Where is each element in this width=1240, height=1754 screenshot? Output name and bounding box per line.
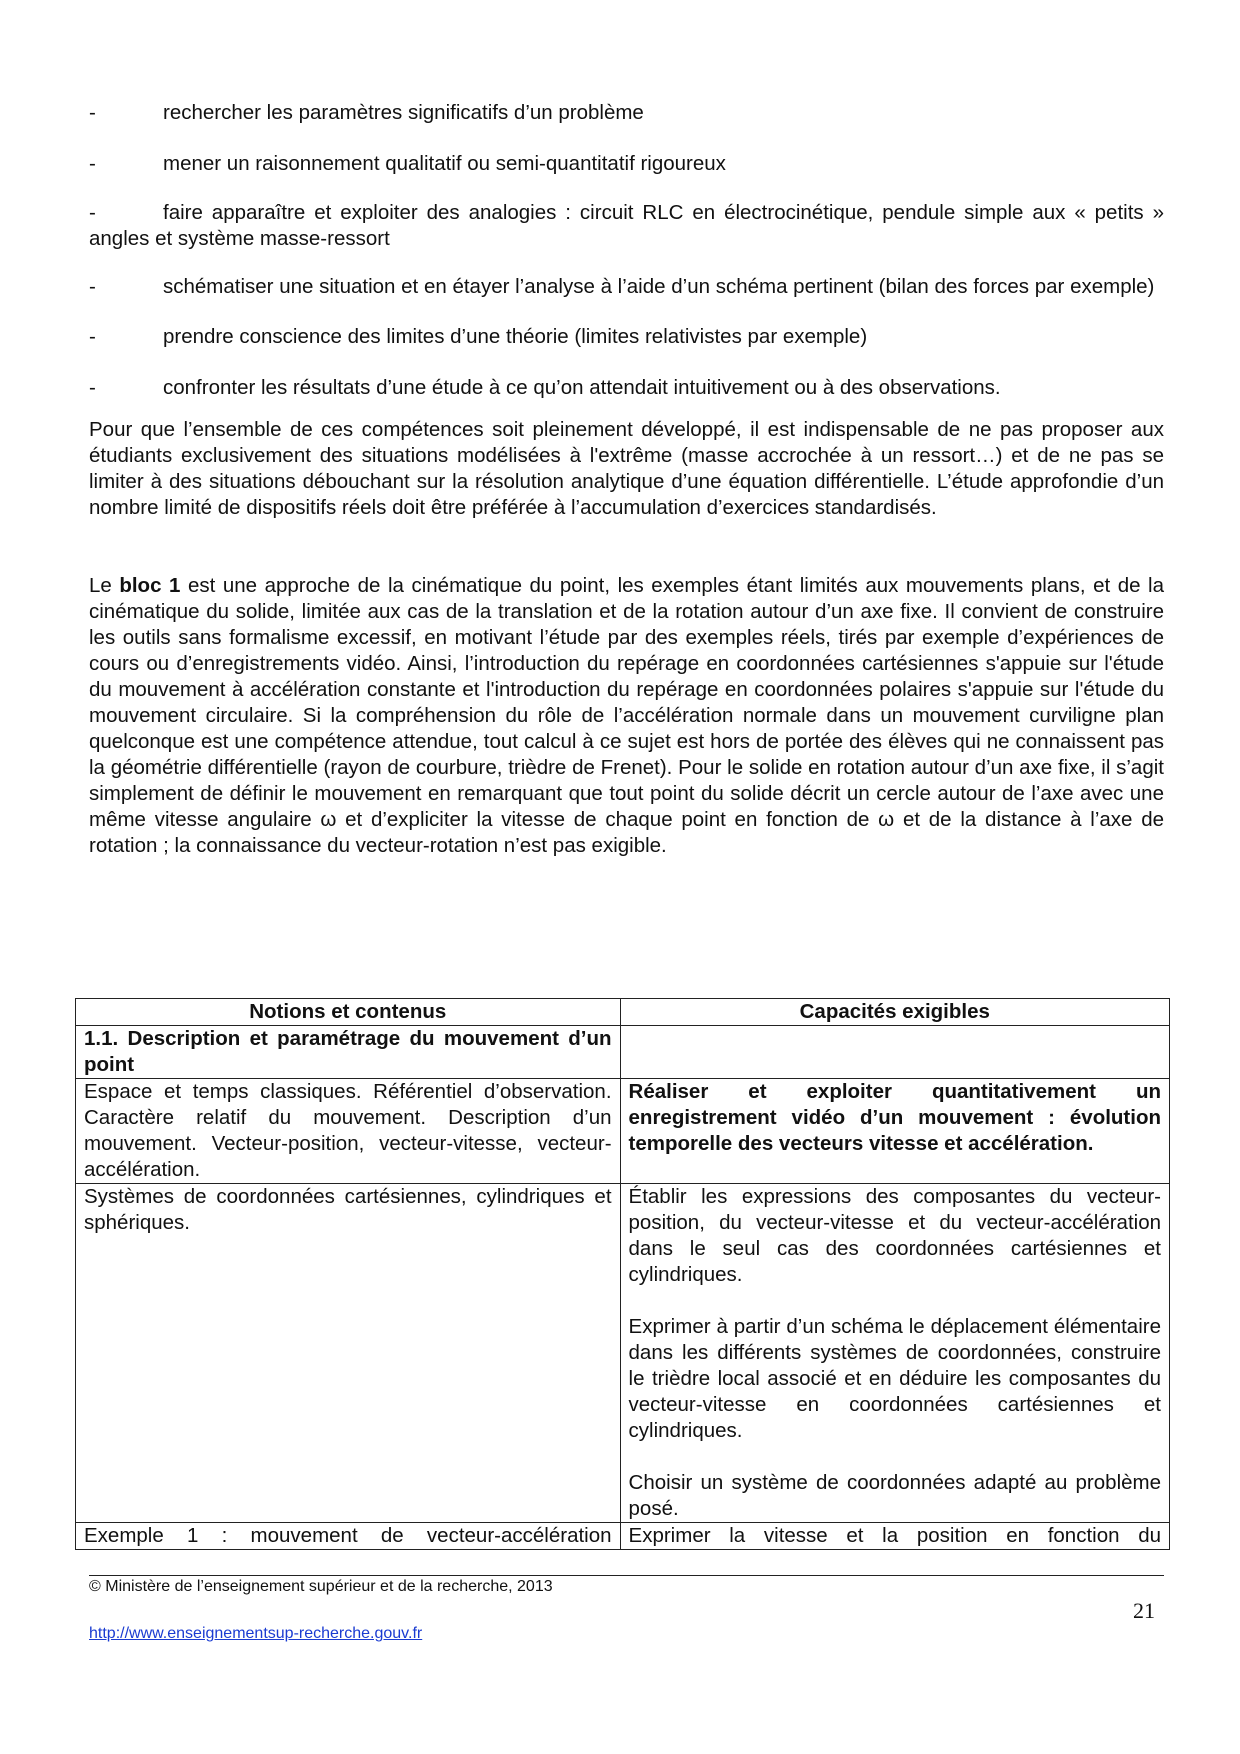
bullet-text: faire apparaître et exploiter des analogies : circuit RLC en électrocinétique, pendule simple aux « petits » angles et système masse-ressort [89, 201, 1164, 250]
capacites-cell: Réaliser et exploiter quantitativement un enregistrement vidéo d’un mouvement : évolution temporelle des vecteurs vitesse et accélération. [620, 1079, 1169, 1184]
page-number: 21 [1133, 1598, 1155, 1623]
bullet-dash: - [89, 152, 96, 175]
capacite-item: Exprimer à partir d’un schéma le déplacement élémentaire dans les différents systèmes de coordonnées, construire le trièdre local associé et en déduire les composantes du vecteur-vitesse en coordonnées cartésiennes et cylindriques. [628, 1315, 1161, 1442]
bullet-dash: - [89, 101, 96, 124]
capacite-item: Choisir un système de coordonnées adapté au problème posé. [628, 1471, 1161, 1520]
header-notions: Notions et contenus [76, 999, 621, 1026]
bullet-text: prendre conscience des limites d’une théorie (limites relativistes par exemple) [163, 325, 868, 348]
notions-cell: Systèmes de coordonnées cartésiennes, cylindriques et sphériques. [76, 1184, 621, 1523]
table-row [76, 1026, 1170, 1079]
capacite-item: Établir les expressions des composantes du vecteur-position, du vecteur-vitesse et du vecteur-accélération dans le seul cas des coordonnées cartésiennes et cylindriques. [628, 1185, 1161, 1286]
bullet-item [89, 98, 1164, 128]
bloc1-paragraph [89, 573, 1164, 859]
section-title: 1.1. Description et paramétrage du mouvement d’un point [76, 1026, 621, 1079]
notions-cell: Espace et temps classiques. Référentiel d’observation. Caractère relatif du mouvement. Description d’un mouvement. Vecteur-position, vecteur-vitesse, vecteur-accélération. [76, 1079, 621, 1184]
capacites-cell: Exprimer la vitesse et la position en fonction du [620, 1523, 1169, 1550]
table-row [76, 1184, 1170, 1523]
bullet-dash: - [89, 325, 96, 348]
bullet-text: confronter les résultats d’une étude à ce qu’on attendait intuitivement ou à des observations. [163, 376, 1001, 399]
bullet-text: rechercher les paramètres significatifs d’un problème [163, 101, 644, 124]
footer-divider [89, 1575, 1164, 1576]
bullet-dash: - [89, 201, 96, 224]
table-row [76, 1079, 1170, 1184]
empty-cell [620, 1026, 1169, 1079]
footer-link[interactable]: http://www.enseignementsup-recherche.gouv.fr [89, 1625, 423, 1642]
bloc1-rest: est une approche de la cinématique du point, les exemples étant limités aux mouvements plans, et de la cinématique du solide, limitée aux cas de la translation et de la rotation autour d’un axe fixe. Il convient de construire les outils sans formalisme excessif, en motivant l’étude par des exemples réels, tirés par exemple d’expériences de cours ou d’enregistrements vidéo. Ainsi, l’introduction du repérage en coordonnées cartésiennes s'appuie sur l'étude du mouvement à accélération constante et l'introduction du repérage en coordonnées polaires s'appuie sur l'étude du mouvement circulaire. Si la compréhension du rôle de l’accélération normale dans un mouvement curviligne plan quelconque est une compétence attendue, tout calcul à ce sujet est hors de portée des élèves qui ne connaissent pas la géométrie différentielle (rayon de courbure, trièdre de Frenet). Pour le solide en rotation autour d’un axe fixe, il s’agit simplement de définir le mouvement en remarquant que tout point du solide décrit un cercle autour de l’axe avec une même vitesse angulaire ω et d’expliciter la vitesse de chaque point en fonction de ω et de la distance à l’axe de rotation ; la connaissance du vecteur-rotation n’est pas exigible. [89, 574, 1164, 857]
bullet-item [89, 322, 1164, 352]
notions-cell: Exemple 1 : mouvement de vecteur-accélération [76, 1523, 621, 1550]
page-body [89, 98, 1164, 859]
bloc1-lead: Le [89, 574, 120, 597]
table-row [76, 1523, 1170, 1550]
bullet-item [89, 373, 1164, 403]
bullet-dash: - [89, 376, 96, 399]
bullet-text: mener un raisonnement qualitatif ou semi-quantitatif rigoureux [163, 152, 726, 175]
program-table [75, 998, 1170, 1550]
bullet-item [89, 273, 1164, 301]
bullet-item [89, 149, 1164, 179]
bullet-item [89, 200, 1164, 252]
header-capacites: Capacités exigibles [620, 999, 1169, 1026]
table-header-row [76, 999, 1170, 1026]
bullet-text: schématiser une situation et en étayer l’analyse à l’aide d’un schéma pertinent (bilan des forces par exemple) [163, 275, 1155, 298]
bullet-dash: - [89, 275, 96, 298]
intro-paragraph: Pour que l’ensemble de ces compétences soit pleinement développé, il est indispensable de ne pas proposer aux étudiants exclusivement des situations modélisées à l'extrême (masse accrochée à un ressort…) et de ne pas se limiter à des situations débouchant sur la résolution analytique d’une équation différentielle. L’étude approfondie d’un nombre limité de dispositifs réels doit être préférée à l’accumulation d’exercices standardisés. [89, 418, 1164, 519]
bloc1-bold: bloc 1 [119, 574, 181, 597]
footer-copyright: © Ministère de l’enseignement supérieur et de la recherche, 2013 [89, 1578, 553, 1595]
capacites-cell [620, 1184, 1169, 1523]
